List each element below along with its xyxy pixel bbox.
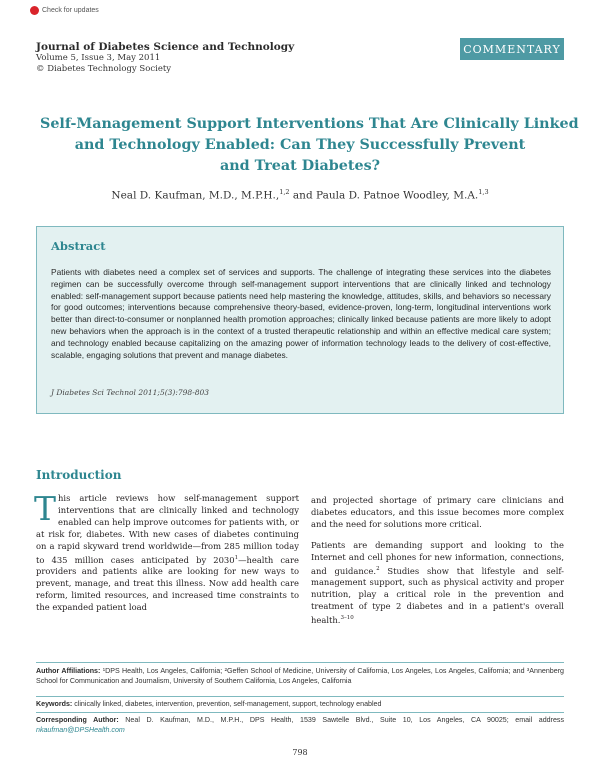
- author-affiliations: [36, 667, 564, 686]
- abstract-text: Patients with diabetes need a complex set of services and supports. The challenge of integrating these services into the diabetes regimen can be successfully overcome through self-management support interventions that are clinically linked and technology enabled: self-management support because patients need help mastering the knowledge, attitudes, skills, and behaviors so necessary for good outcomes; interventions because comprehensive theory-based, evidence-proven, long-term, longitudinal interventions work better than direct-to-consumer or nonplanned health promotion approaches; clinically linked because patients are more likely to adopt new behaviors when the approach is in the context of a trusted therapeutic relationship and within an effective medical care system; and technology enabled because capitalizing on the amazing power of information technology leads to the delivery of cost-effective, scalable, engaging solutions that prevent and manage diabetes.: [51, 267, 551, 360]
- abstract-heading: Abstract: [51, 239, 106, 253]
- body-column-right: [311, 495, 564, 636]
- paragraph: and projected shortage of primary care clinicians and diabetes educators, and this issue becomes more complex and the need for solutions more critical.: [311, 495, 564, 529]
- affiliations-label: Author Affiliations:: [36, 667, 101, 675]
- crossmark-icon: [30, 6, 39, 15]
- author-affiliation-sup: 1,3: [478, 188, 489, 196]
- author-connector: and: [289, 189, 316, 202]
- body-column-left: [34, 489, 299, 623]
- title-line: and Treat Diabetes?: [219, 158, 381, 174]
- footer-divider: [36, 696, 564, 697]
- reference-sup: 2: [376, 565, 380, 572]
- title-line: and Technology Enabled: Can They Successfully Prevent: [74, 137, 526, 153]
- paragraph-text: Patients are demanding support and looking to the Internet and cell phones for new information, connections, and guidance.: [311, 539, 564, 576]
- footer-divider: [36, 712, 564, 713]
- abstract-box: [36, 226, 564, 414]
- paragraph-text: Studies show that lifestyle and self-management support, such as physical activity and proper nutrition, play a critical role in the prevention and treatment of type 2 diabetes and in a patient's overall health.: [311, 565, 564, 625]
- check-for-updates-label: Check for updates: [42, 7, 99, 14]
- journal-name: Journal of Diabetes Science and Technology: [36, 41, 295, 53]
- corresponding-label: Corresponding Author:: [36, 716, 119, 724]
- reference-sup: 3–10: [340, 614, 354, 621]
- paragraph-text: —health care providers and patients alike are looking for new ways to prevent, manage, and treat this illness. Now add health care reform, limited resources, and increased time constraints to the expanded patient load: [36, 554, 299, 612]
- journal-copyright: © Diabetes Technology Society: [36, 64, 172, 74]
- article-type-badge: COMMENTARY: [460, 38, 564, 60]
- section-heading-introduction: Introduction: [36, 468, 122, 482]
- author-name: Paula D. Patnoe Woodley, M.A.: [316, 189, 479, 202]
- paragraph-text: his article reviews how self-management support interventions that are clinically linked and technology enabled can help improve outcomes for patients with, or at risk for, diabetes. With new cases of diabetes continuing on a rapid skyward trend worldwide—from 285 million today to 435 million cases anticipated by 2030: [36, 493, 299, 565]
- author-affiliation-sup: 1,2: [279, 188, 290, 196]
- article-title: [40, 114, 579, 177]
- paragraph: [34, 489, 299, 614]
- keywords-text: clinically linked, diabetes, intervention, prevention, self-management, support, technology enabled: [72, 700, 382, 708]
- title-line: Self-Management Support Interventions That Are Clinically Linked: [40, 116, 579, 132]
- keywords: [36, 700, 564, 710]
- paragraph: [311, 540, 564, 627]
- check-for-updates-badge[interactable]: [30, 6, 99, 15]
- corresponding-author: [36, 716, 564, 735]
- footer-divider: [36, 662, 564, 663]
- journal-header: [36, 42, 294, 75]
- journal-volume: Volume 5, Issue 3, May 2011: [36, 53, 161, 63]
- corresponding-text: Neal D. Kaufman, M.D., M.P.H., DPS Health, 1539 Sawtelle Blvd., Suite 10, Los Angeles, CA 90025; email address: [118, 716, 565, 724]
- keywords-label: Keywords:: [36, 700, 73, 708]
- affiliations-text: ¹DPS Health, Los Angeles, California; ²Geffen School of Medicine, University of California, Los Angeles, Los Angeles, California; and ³Annenberg School for Communication and Journalism, University of Southern California, Los Angeles, California: [36, 667, 565, 685]
- reference-sup: 1: [234, 554, 239, 561]
- email-link[interactable]: nkaufman@DPSHealth.com: [36, 725, 125, 734]
- page-number: 798: [292, 748, 308, 757]
- drop-cap: T: [34, 489, 57, 528]
- author-list: [40, 188, 560, 202]
- abstract-citation: J Diabetes Sci Technol 2011;5(3):798-803: [51, 388, 210, 397]
- author-name: Neal D. Kaufman, M.D., M.P.H.,: [111, 189, 280, 202]
